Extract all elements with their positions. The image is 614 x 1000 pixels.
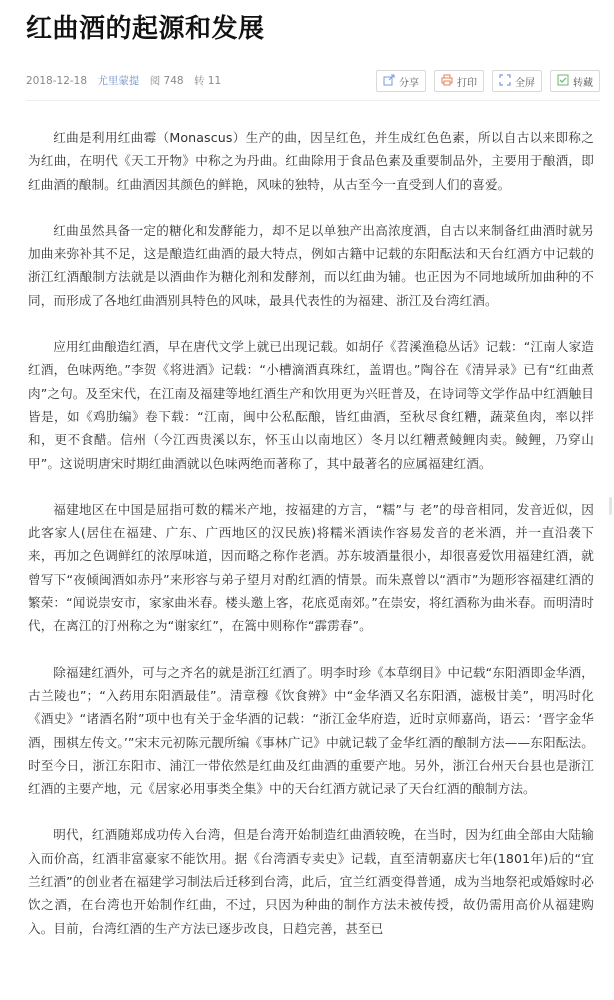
article-body: [28, 126, 594, 963]
share-count: 转 11: [193, 75, 222, 87]
article-meta: [26, 73, 228, 88]
author-link[interactable]: 尤里蒙提: [97, 75, 140, 87]
article-actions: [376, 70, 600, 92]
paragraph: 福建地区在中国是屈指可数的糯米产地，按福建的方言，“糯”与 老”的母音相同，发音近似，因此客家人(居住在福建、广东、广西地区的汉民族)将糯米酒读作容易发音的老米酒，并一直沿袭下来，再加之色调鲜红的浓厚味道，因而略之称作老酒。苏东坡酒量很小，却很喜爱饮用福建红酒，就曾写下“夜倾闽酒如赤丹”来形容与弟子望月对酌红酒的情景。而朱熹曾以“酒市”为题形容福建红酒的繁荣：“闻说崇安市，家家曲米春。楼头邀上客，花底觅南郊。”在崇安，将红酒称为曲米春。而明清时代，在离江的汀州称之为“谢家红”，在篙中则称作“霹雳春”。: [28, 501, 594, 634]
share-label: 分享: [399, 77, 419, 89]
print-label: 打印: [457, 77, 477, 89]
paragraph: 除福建红酒外，可与之齐名的就是浙江红酒了。明李时珍《本草纲目》中记载“东阳酒即金华酒，古兰陵也”；“入药用东阳酒最佳”。清章穆《饮食辨》中“金华酒又名东阳酒，滤极甘美”，明冯时化《酒史》“诸酒名附”项中也有关于金华酒的记载：“浙江金华府造，近时京师嘉尚，语云：‘晋字金华酒，围棋左传文。’”宋末元初陈元靓所编《事林广记》中就记载了金华红酒的酿制方法——东阳酝法。时至今日，浙江东阳市、浦江一带依然是红曲及红曲酒的重要产地。另外，浙江台州天台县也是浙江红酒的主要产地，元《居家必用事类全集》中的天台红酒方就记录了天台红酒的酿制方法。: [28, 664, 594, 797]
fullscreen-button[interactable]: [492, 70, 542, 92]
save-button[interactable]: [550, 70, 600, 92]
fullscreen-label: 全屏: [515, 77, 535, 89]
scrollbar-thumb[interactable]: [609, 497, 612, 515]
header-divider: [26, 100, 600, 101]
paragraph: 明代，红酒随郑成功传入台湾，但是台湾开始制造红曲酒较晚，在当时，因为红曲全部由大陆输入而价高，红酒非富豪家不能饮用。据《台湾酒专卖史》记载，直至清朝嘉庆七年(1801年)后的“宜兰红酒”的创业者在福建学习制法后迁移到台湾，此后，宜兰红酒变得普通，成为当地祭祀或婚嫁时必饮之酒，在台湾也开始制作红曲，不过，只因为种曲的制作方法未被传授，故仍需用高价从福建购入。目前，台湾红酒的生产方法已逐步改良，日趋完善，甚至已: [28, 827, 594, 936]
article-title: 红曲酒的起源和发展: [26, 14, 265, 44]
save-label: 转藏: [573, 77, 593, 89]
share-button[interactable]: [376, 70, 426, 92]
print-button[interactable]: [434, 70, 484, 92]
fullscreen-icon: [499, 74, 511, 89]
paragraph: 应用红曲酿造红酒，早在唐代文学上就已出现记载。如胡仔《苕溪渔稳丛话》记载：“江南人家造红酒，色味两绝。”李贺《将进酒》记载：“小槽滴酒真珠红，盖谓也。”陶谷在《清异录》已有“红曲煮肉”之句。及至宋代，在江南及福建等地红酒生产和饮用更为兴旺普及，在诗词等文学作品中红酒触目皆是，如《鸡肋编》卷下载：“江南，闽中公私酝酿，皆红曲酒，至秋尽食红糟，蔬菜鱼肉，率以拌和，更不食醋。信州（今江西贵溪以东，怀玉山以南地区）冬月以红糟煮鲮鲤肉卖。鲮鲤，乃穿山甲”。这说明唐宋时期红曲酒就以色味两绝而著称了，其中最著名的应属福建红酒。: [28, 339, 594, 471]
print-icon: [441, 74, 453, 89]
paragraph: 红曲虽然具备一定的糖化和发酵能力，却不足以单独产出高浓度酒，自古以来制备红曲酒时就另加曲来弥补其不足，这是酿造红曲酒的最大特点，例如古籍中记载的东阳酝法和天台红酒方中记载的浙江红酒酿制方法就是以酒曲作为糖化剂和发酵剂，而以红曲为辅。也正因为不同地域所加曲种的不同，而形成了各地红曲酒别具特色的风味，最具代表性的为福建、浙江及台湾红酒。: [28, 222, 594, 308]
publish-date: 2018-12-18: [26, 75, 88, 87]
share-icon: [383, 74, 395, 89]
save-icon: [557, 74, 569, 89]
paragraph: 红曲是利用红曲霉（Monascus）生产的曲，因呈红色，并生成红色色素，所以自古以来即称之为红曲，在明代《天工开物》中称之为丹曲。红曲除用于食品色素及重要制品外，主要用于酿酒，即红曲酒的酿制。红曲酒因其颜色的鲜艳，风味的独特，从古至今一直受到人们的喜爱。: [28, 130, 594, 192]
read-count: 阅 748: [149, 75, 184, 87]
